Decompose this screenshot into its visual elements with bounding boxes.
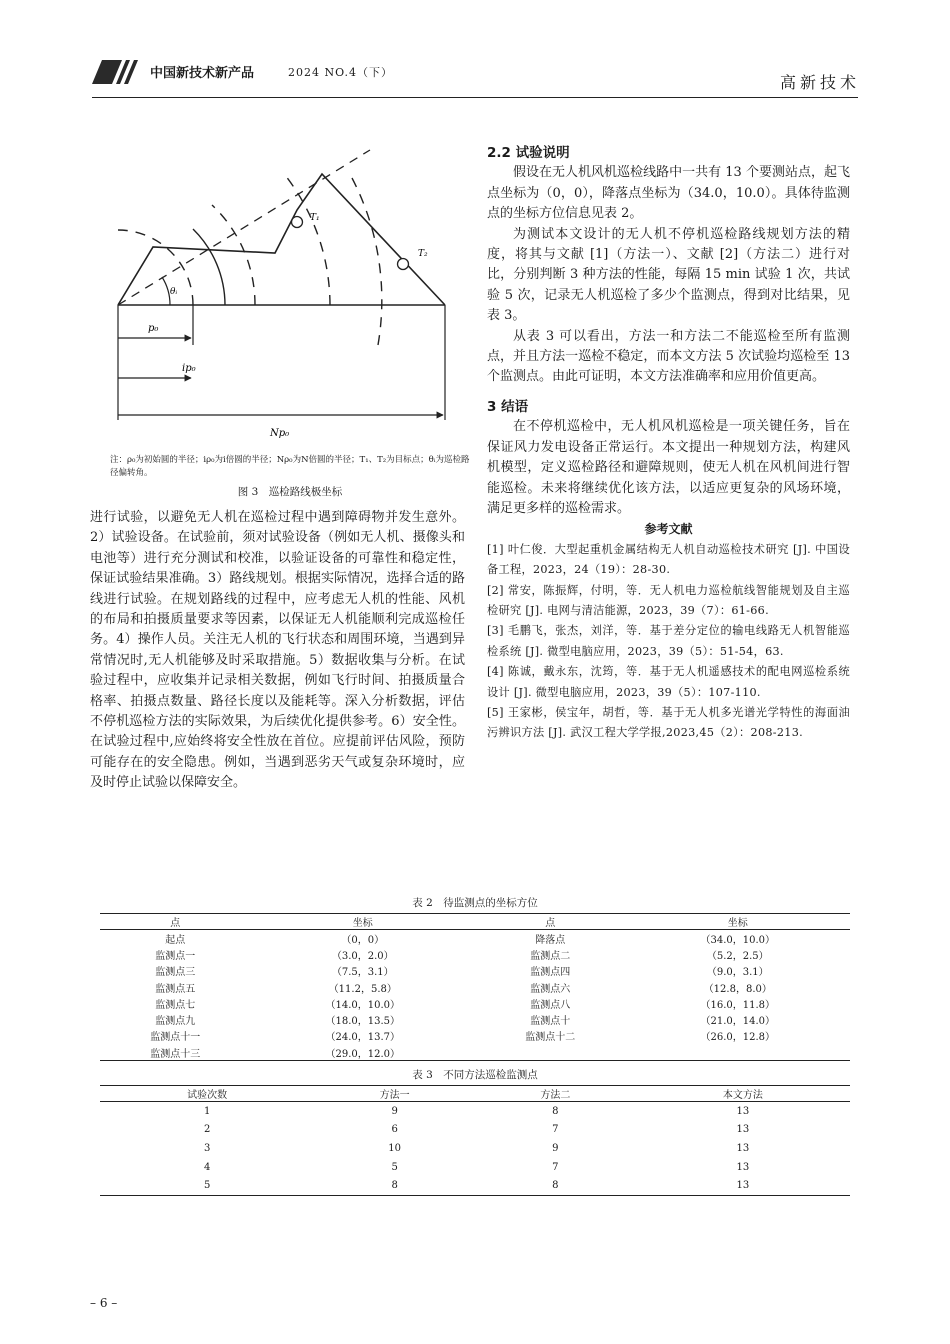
table-cell: （3.0，2.0） xyxy=(331,950,394,962)
section-2-2-paragraph-2: 为测试本文设计的无人机不停机巡检路线规划方法的精度，将其与文献 [1]（方法一）、文献 [2]（方法二）进行对比，分别判断 3 种方法的性能，每隔 15 min 试验 1 次，共试验 5 次，记录无人机巡检了多少个监测点，得到对比结果，见表 3。 xyxy=(487,226,850,324)
table-row xyxy=(100,930,850,947)
table-cell: （29.0，12.0） xyxy=(251,1044,475,1061)
table-cell: 监测点十三 xyxy=(100,1044,251,1061)
table-row xyxy=(100,1044,850,1061)
label-t2: T₂ xyxy=(418,249,428,259)
table-3 xyxy=(100,1085,850,1196)
circle-p0 xyxy=(118,230,193,305)
target-t1 xyxy=(292,217,303,228)
table-header: 坐标 xyxy=(626,914,850,930)
page-number: – 6 – xyxy=(90,1296,118,1310)
figure-3-caption: 图 3 巡检路线极坐标 xyxy=(237,486,343,498)
table-cell: （21.0，14.0） xyxy=(700,1016,776,1028)
table-header: 方法一 xyxy=(314,1086,475,1102)
section-title: 高新技术 xyxy=(779,73,860,92)
table-cell: 5 xyxy=(100,1176,314,1195)
table-row xyxy=(100,1176,850,1195)
table-row xyxy=(100,1011,850,1027)
table-row xyxy=(100,995,850,1011)
table-2 xyxy=(100,913,850,1061)
table-cell: 13 xyxy=(736,1142,750,1154)
section-2-2-paragraph-3: 从表 3 可以看出，方法一和方法二不能巡检至所有监测点，并且方法一巡检不稳定，而本文方法 5 次试验均巡检至 13 个监测点。由此可证明，本文方法准确率和应用价值更高。 xyxy=(487,328,850,385)
table-cell xyxy=(626,1044,850,1061)
table-cell: 10 xyxy=(388,1142,401,1154)
table-cell: 起点 xyxy=(165,934,186,946)
solid-arc xyxy=(193,229,225,305)
table-cell: （26.0，12.8） xyxy=(700,1032,776,1044)
table-cell: 监测点十一 xyxy=(150,1032,201,1044)
target-t2 xyxy=(398,259,409,270)
table-cell: （12.8，8.0） xyxy=(703,983,772,995)
label-t1: T₁ xyxy=(310,213,320,223)
table-row xyxy=(100,1139,850,1158)
table-header: 本文方法 xyxy=(636,1086,850,1102)
table-cell: 监测点五 xyxy=(155,983,196,995)
table-cell: 监测点十 xyxy=(530,1016,571,1028)
theta-arc xyxy=(162,277,170,305)
table-cell: （18.0，13.5） xyxy=(325,1016,401,1028)
reference-item: [5] 王家彬，侯宝年，胡哲，等．基于无人机多光谱光学特性的海面油污辨识方法 [J]. 武汉工程大学学报,2023,45（2）：208-213. xyxy=(487,705,850,740)
table-3-caption: 表 3 不同方法巡检监测点 xyxy=(412,1069,538,1081)
section-3-paragraph: 在不停机巡检中，无人机风机巡检是一项关键任务，旨在保证风力发电设备正常运行。本文提出一种规划方法，构建风机模型，定义巡检路径和避障规则，使无人机在风机间进行智能巡检。未来将继续优化该方法，以适应更复杂的风场环境，满足更多样的巡检需求。 xyxy=(487,419,850,516)
table-cell: 13 xyxy=(736,1161,750,1173)
table-cell: 8 xyxy=(552,1105,559,1117)
table-cell: 9 xyxy=(391,1105,398,1117)
journal-name: 中国新技术新产品 xyxy=(150,66,255,81)
circle-ip0 xyxy=(212,205,255,305)
section-3-heading: 3 结语 xyxy=(487,398,529,415)
table-cell: （14.0，10.0） xyxy=(325,999,401,1011)
table-cell: 监测点七 xyxy=(155,999,196,1011)
table-row xyxy=(100,1028,850,1044)
table-cell: 降落点 xyxy=(535,934,566,946)
table-header: 点 xyxy=(475,914,626,930)
table-cell: 监测点十二 xyxy=(525,1032,576,1044)
label-p0: p₀ xyxy=(148,323,159,334)
table-cell: 监测点二 xyxy=(530,950,571,962)
table-header: 坐标 xyxy=(251,914,475,930)
table-cell: 13 xyxy=(736,1105,750,1117)
circle-outer xyxy=(352,178,382,345)
table-cell: （24.0，13.7） xyxy=(325,1032,401,1044)
table-cell: 3 xyxy=(203,1142,211,1154)
table-cell: 监测点四 xyxy=(530,967,571,979)
table-cell: 监测点九 xyxy=(155,1016,196,1028)
left-column xyxy=(90,508,465,794)
table-2-caption: 表 2 待监测点的坐标方位 xyxy=(412,897,538,909)
label-ip0: ip₀ xyxy=(182,363,196,374)
table-cell: 2 xyxy=(203,1124,211,1136)
table-cell: 7 xyxy=(552,1161,559,1173)
table-header: 试验次数 xyxy=(100,1086,314,1102)
table-cell: 5 xyxy=(391,1161,398,1173)
body-paragraph: 进行试验，以避免无人机在巡检过程中遇到障碍物并发生意外。2）试验设备。在试验前，须对试验设备（例如无人机、摄像头和电池等）进行充分测试和校准，以验证设备的可靠性和稳定性，保证试验结果准确。3）路线规划。根据实际情况，选择合适的路线进行试验。在规划路线的过程中，应考虑无人机的性能、风机的布局和拍摄质量要求等因素，以保证无人机能顺利完成巡检任务。4）操作人员。关注无人机的飞行状态和周围环境，当遇到异常情况时,无人机能够及时采取措施。5）数据收集与分析。在试验过程中，应收集并记录相关数据，例如飞行时间、拍摄质量合格率、拍摄点数量、路径长度以及能耗等。深入分析数据，评估不停机巡检方法的实际效果，为后续优化提供参考。6）安全性。在试验过程中,应始终将安全性放在首位。应提前评估风险，预防可能存在的安全隐患。例如，当遇到恶劣天气或复杂环境时，应及时停止试验以保障安全。 xyxy=(90,510,465,791)
journal-issue: 2024 NO.4（下） xyxy=(288,66,393,79)
table-cell: 8 xyxy=(314,1176,475,1195)
table-cell: 8 xyxy=(475,1176,636,1195)
reference-item: [2] 常安，陈振辉，付明，等．无人机电力巡检航线智能规划及自主巡检研究 [J]. 电网与清洁能源，2023，39（7）：61-66. xyxy=(487,583,850,617)
table-cell: （34.0，10.0） xyxy=(700,934,776,946)
right-column xyxy=(487,143,850,744)
table-cell: 7 xyxy=(552,1124,559,1136)
table-cell: 6 xyxy=(391,1124,398,1136)
table-row xyxy=(100,1102,850,1121)
table-cell: （5.2，2.5） xyxy=(706,950,769,962)
label-theta: θᵢ xyxy=(170,287,178,297)
table-cell: 监测点三 xyxy=(155,967,196,979)
table-cell: （11.2，5.8） xyxy=(328,983,397,995)
table-row xyxy=(100,946,850,962)
table-row xyxy=(100,1158,850,1177)
table-cell: （9.0，3.1） xyxy=(706,967,769,979)
polar-ray xyxy=(118,150,370,305)
table-cell: 监测点八 xyxy=(530,999,571,1011)
table-row xyxy=(100,1121,850,1140)
table-header: 点 xyxy=(100,914,251,930)
section-2-2-paragraph-1: 假设在无人机风机巡检线路中一共有 13 个要测站点，起飞点坐标为（0，0），降落点坐标为（34.0，10.0）。具体待监测点的坐标方位信息见表 2。 xyxy=(487,165,850,222)
table-row xyxy=(100,963,850,979)
reference-list xyxy=(487,540,850,744)
table-cell xyxy=(475,1044,626,1061)
reference-item: [1] 叶仁俊．大型起重机金属结构无人机自动巡检技术研究 [J]. 中国设备工程，2023，24（19）：28-30. xyxy=(487,542,850,577)
table-cell: 监测点六 xyxy=(530,983,571,995)
table-cell: （7.5，3.1） xyxy=(331,967,394,979)
journal-logo xyxy=(92,60,138,84)
table-cell: 13 xyxy=(636,1176,850,1195)
section-2-2-heading: 2.2 试验说明 xyxy=(487,145,570,161)
header-rule xyxy=(92,97,858,98)
table-cell: （16.0，11.8） xyxy=(700,999,776,1011)
table-row xyxy=(100,979,850,995)
table-cell: 13 xyxy=(736,1124,750,1136)
reference-item: [3] 毛鹏飞，张杰，刘洋，等．基于差分定位的输电线路无人机智能巡检系统 [J]. 微型电脑应用，2023，39（5）：51-54，63. xyxy=(487,624,850,658)
table-cell: （0，0） xyxy=(341,934,385,946)
figure-3-note: 注：ρ₀为初始圆的半径；iρ₀为i倍圆的半径；Nρ₀为N倍圆的半径；T₁、T₂为目标点；θᵢ为巡检路径偏转角。 xyxy=(110,455,470,478)
inspection-path xyxy=(118,174,445,305)
table-cell: 9 xyxy=(552,1142,559,1154)
figure-3-diagram xyxy=(90,140,470,450)
reference-item: [4] 陈诚，戴永东，沈筠，等．基于无人机遥感技术的配电网巡检系统设计 [J]. 微型电脑应用，2023，39（5）：107-110. xyxy=(487,665,850,699)
table-cell: 监测点一 xyxy=(155,950,196,962)
table-cell: 1 xyxy=(203,1105,211,1117)
label-np0: Np₀ xyxy=(270,428,290,439)
table-cell: 4 xyxy=(203,1161,211,1173)
table-header: 方法二 xyxy=(475,1086,636,1102)
references-heading: 参考文献 xyxy=(644,522,693,537)
